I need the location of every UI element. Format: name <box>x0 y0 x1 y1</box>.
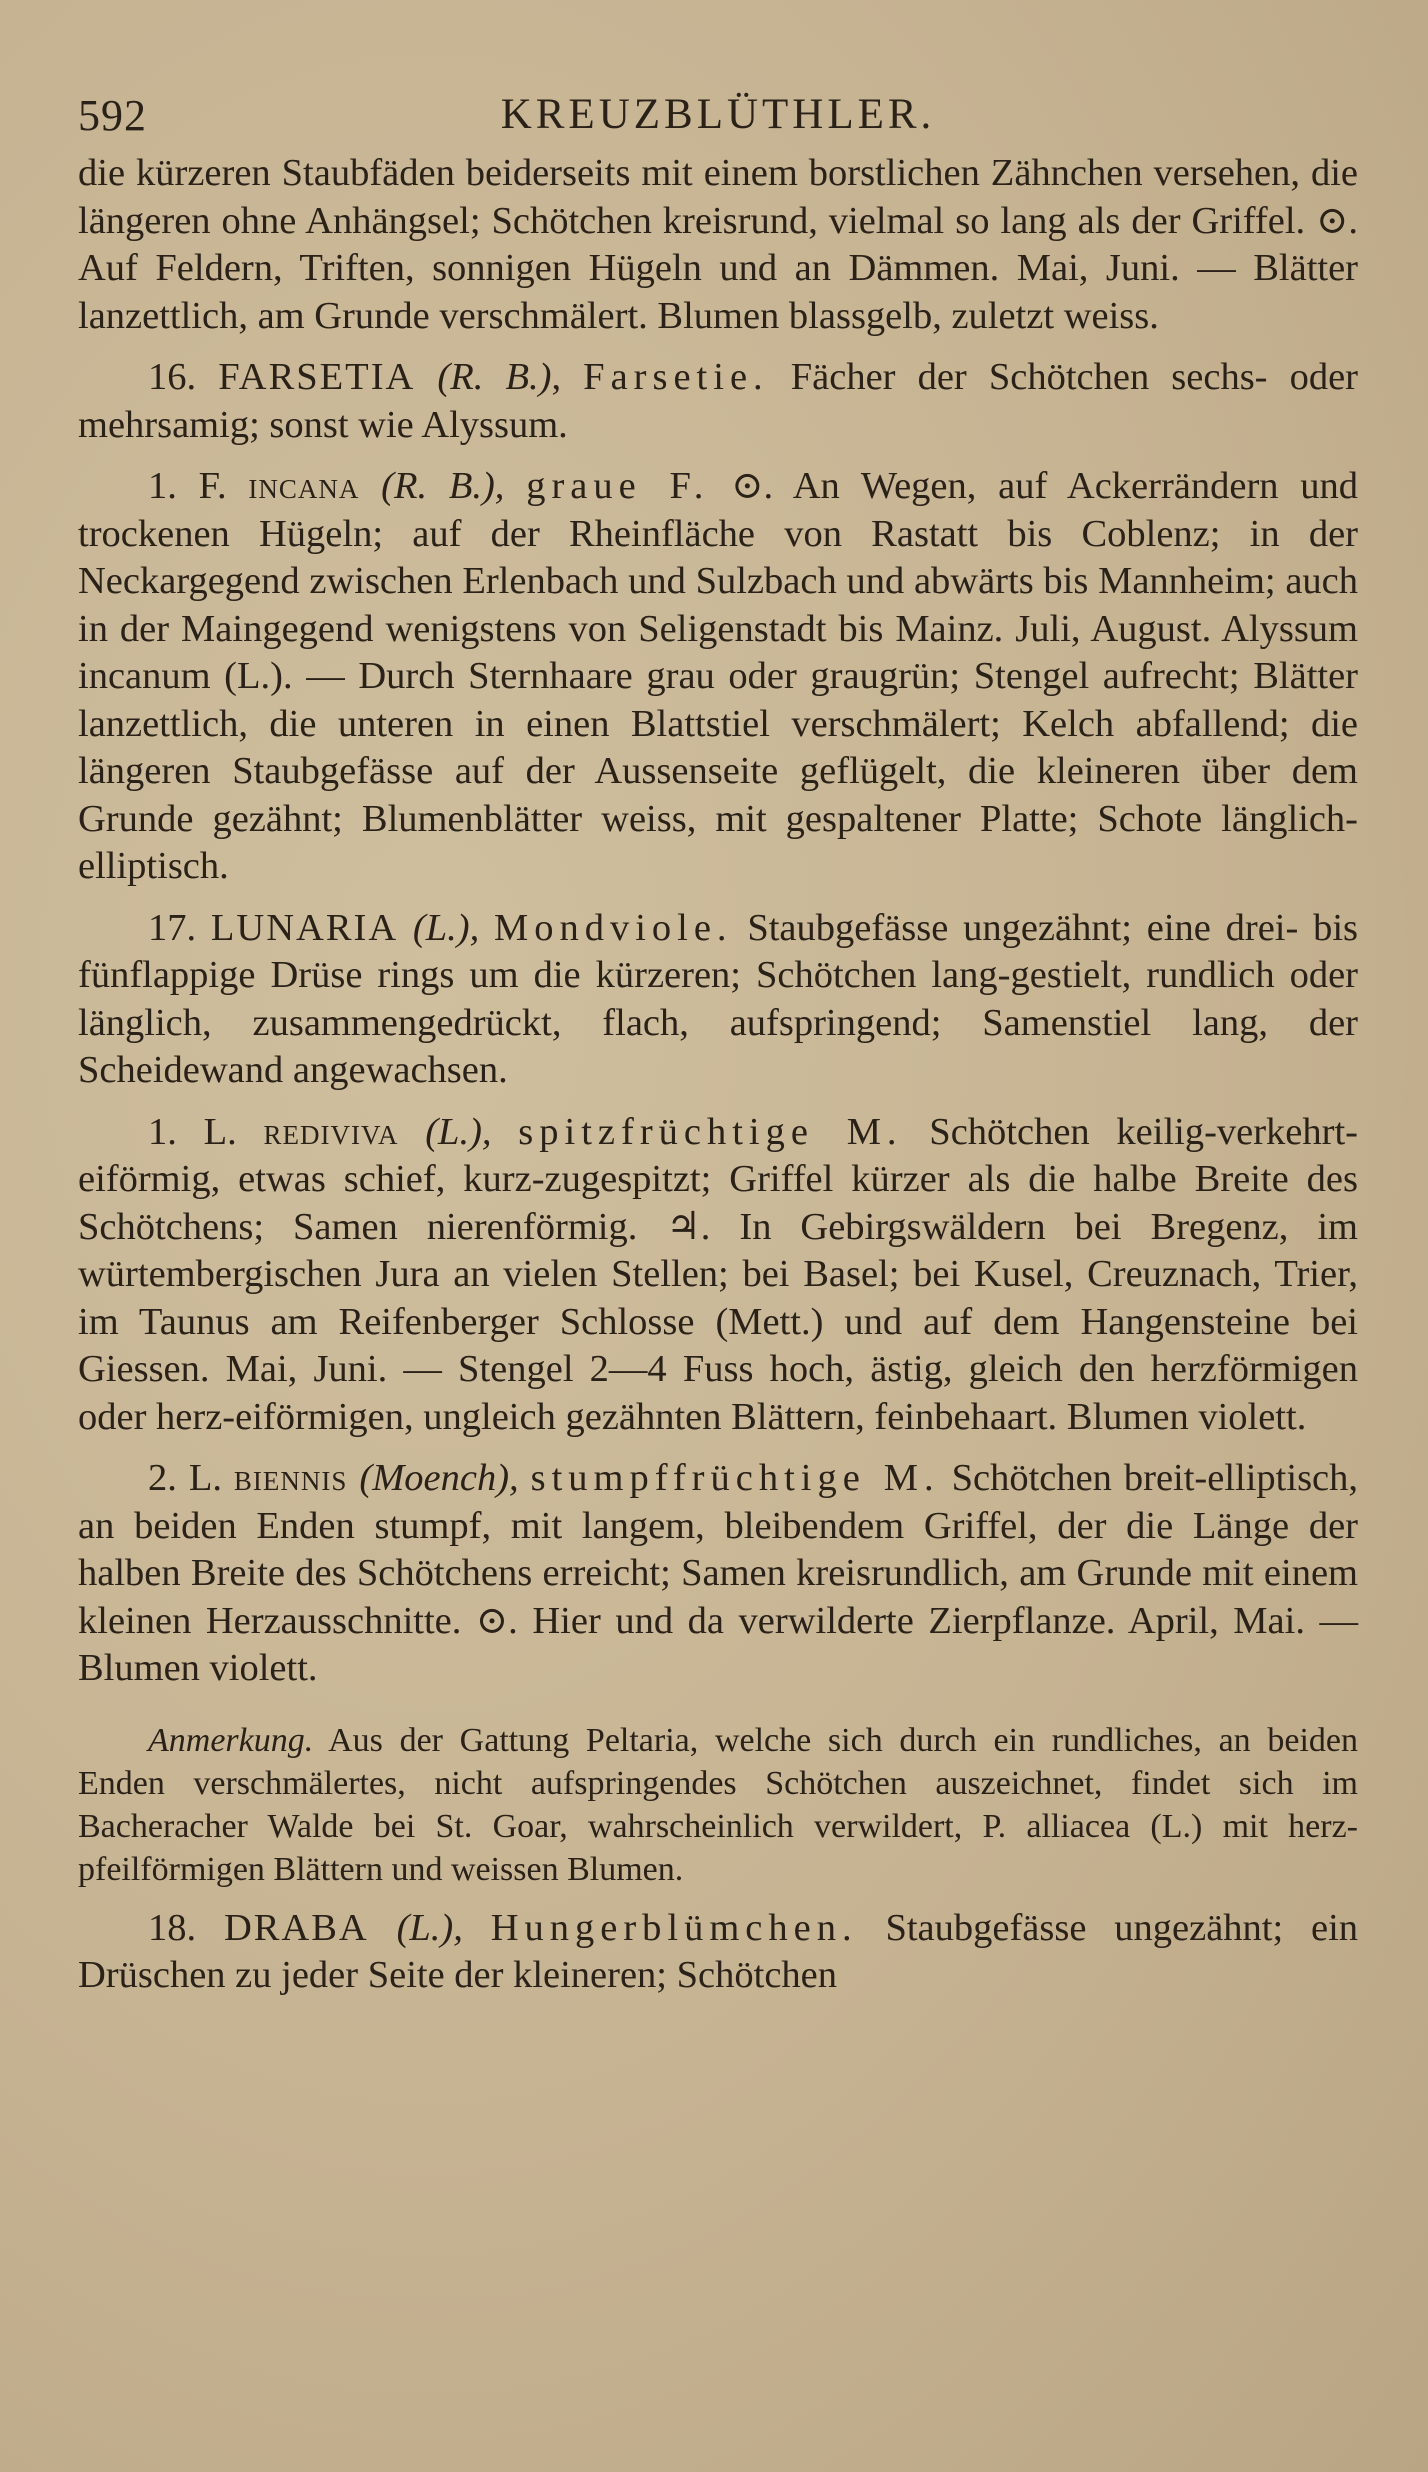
species-authority: (R. B.), <box>381 465 505 507</box>
genus-number: 16. <box>148 356 197 398</box>
book-page <box>78 80 1358 2000</box>
page-number: 592 <box>78 91 147 140</box>
page-header <box>78 80 1358 150</box>
genus-authority: (L.), <box>412 906 480 949</box>
running-title: KREUZBLÜTHLER. <box>500 91 936 138</box>
species-authority: (Moench), <box>359 1457 519 1499</box>
species-authority: (L.), <box>425 1110 492 1153</box>
species-common-name: stumpffrüchtige M. <box>530 1457 940 1499</box>
genus-authority: (R. B.) <box>437 356 552 398</box>
species-description: ⊙. An Wegen, auf Ackerrändern und trockenen Hügeln; auf der Rheinfläche von Rastatt bis Coblenz; in der Neckargegend zwischen Erlenbach und Sulzbach und abwärts bis Mannheim; auch in der Maingegend wenigstens von Seligenstadt bis Mainz. Juli, August. Alyssum incanum (L.). — Durch Sternhaare grau oder graugrün; Stengel aufrecht; Blätter lanzettlich, die unteren in einen Blattstiel verschmälert; Kelch abfallend; die längeren Staubgefässe auf der Aussenseite geflügelt, die kleineren über dem Grunde gezähnt; Blumenblätter weiss, mit gespaltener Platte; Schote länglich-elliptisch. <box>78 465 1359 887</box>
species-name: rediviva <box>263 1110 399 1153</box>
genus-authority: (L.), <box>396 1906 463 1949</box>
species-name: incana <box>248 465 360 507</box>
note-paragraph <box>78 1719 1358 1891</box>
genus-16-paragraph: 16. FARSETIA (R. B.), Farsetie. Fächer der Schötchen sechs- oder mehrsamig; sonst wie Alyssum. <box>78 356 1359 446</box>
species-name: biennis <box>233 1457 348 1499</box>
species-description: Schötchen breit-elliptisch, an beiden Enden stumpf, mit langem, bleibendem Griffel, der die Länge der halben Breite des Schötchens erreicht; Samen kreisrundlich, am Grunde mit einem kleinen Herzausschnitte. ⊙. Hier und da verwilderte Zierpflanze. April, Mai. — Blumen violett. <box>78 1457 1359 1689</box>
genus-common-name: Mondviole. <box>493 906 733 949</box>
genus-number: 18. <box>148 1906 197 1949</box>
species-common-name: spitzfrüchtige M. <box>518 1110 903 1153</box>
species-16-1-paragraph <box>78 463 1358 891</box>
species-17-1-paragraph <box>78 1109 1358 1442</box>
genus-common-name: Farsetie. <box>583 356 769 398</box>
body-text <box>78 150 1358 2000</box>
species-number: 1. F. <box>148 465 227 507</box>
species-17-2-paragraph <box>78 1455 1358 1693</box>
genus-description: Staubgefässe ungezähnt; eine drei- bis fünflappige Drüse rings um die kürzeren; Schötchen lang-gestielt, rundlich oder länglich, zusammengedrückt, flach, aufspringend; Samenstiel lang, der Scheidewand angewachsen. <box>78 906 1359 1091</box>
species-description: Schötchen keilig-verkehrt-eiförmig, etwas schief, kurz-zugespitzt; Griffel kürzer als die halbe Breite des Schötchens; Samen nierenförmig. ♃. In Gebirgswäldern bei Bregenz, im würtembergischen Jura an vielen Stellen; bei Basel; bei Kusel, Creuznach, Trier, im Taunus am Reifenberger Schlosse (Mett.) und auf dem Hangensteine bei Giessen. Mai, Juni. — Stengel 2—4 Fuss hoch, ästig, gleich den herzförmigen oder herz-eiförmigen, ungleich gezähnten Blättern, feinbehaart. Blumen violett. <box>78 1110 1358 1438</box>
genus-17-paragraph <box>78 905 1358 1095</box>
genus-common-name: Hungerblümchen. <box>490 1906 858 1949</box>
note-text: Aus der Gattung Peltaria, welche sich durch ein rundliches, an beiden Enden verschmälertes, nicht aufspringendes Schötchen auszeichnet, findet sich im Bacheracher Walde bei St. Goar, wahrscheinlich verwildert, P. alliacea (L.) mit herz-pfeilförmigen Blättern und weissen Blumen. <box>78 1721 1358 1888</box>
species-number: 1. L. <box>148 1110 237 1153</box>
genus-18-paragraph <box>78 1905 1358 2000</box>
species-number: 2. L. <box>148 1457 222 1499</box>
genus-name: DRABA <box>223 1906 369 1949</box>
genus-name: LUNARIA <box>210 906 399 949</box>
paragraph-continuation: die kürzeren Staubfäden beiderseits mit einem borstlichen Zähnchen versehen, die längeren ohne Anhängsel; Schötchen kreisrund, vielmal so lang als der Griffel. ⊙. Auf Feldern, Triften, sonnigen Hügeln und an Dämmen. Mai, Juni. — Blätter lanzettlich, am Grunde verschmälert. Blumen blassgelb, zuletzt weiss. <box>78 152 1358 337</box>
genus-description: Staubgefässe ungezähnt; ein Drüschen zu jeder Seite der kleineren; Schötchen <box>78 1906 1359 1996</box>
genus-number: 17. <box>148 906 197 949</box>
genus-description: Fächer der Schötchen sechs- oder mehrsamig; sonst wie Alyssum. <box>78 356 1359 446</box>
species-common-name: graue F. <box>526 465 710 507</box>
genus-name: FARSETIA <box>218 356 416 398</box>
note-label: Anmerkung. <box>148 1721 314 1759</box>
